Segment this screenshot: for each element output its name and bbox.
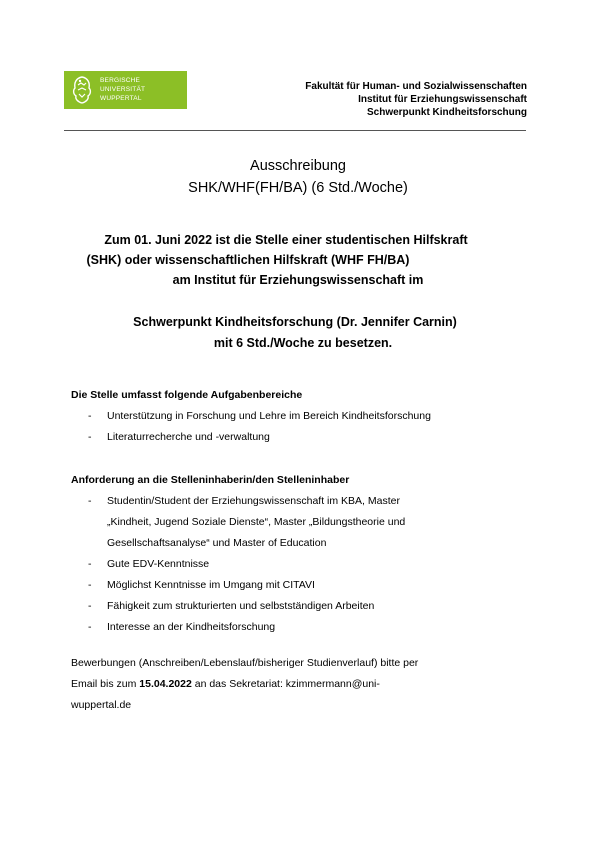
list-item-text: „Kindheit, Jugend Soziale Dienste“, Master „Bildungstheorie und [107,516,406,528]
lion-crest-icon [70,75,94,105]
header-divider [64,130,526,131]
list-item [88,617,405,638]
dash-bullet: - [88,558,92,570]
subtitle-line-2: mit 6 Std./Woche zu besetzen. [213,336,393,350]
list-item [88,575,405,596]
list-item-text: Literaturrecherche und -verwaltung [107,431,270,443]
institute-name: Institut für Erziehungswissenschaft [358,94,527,105]
list-item-text: Gute EDV-Kenntnisse [107,558,210,570]
logo-line-2: UNIVERSITÄT [100,86,146,93]
tasks-heading: Die Stelle umfasst folgende Aufgabenbereiche [71,389,303,401]
subtitle-line-1: Schwerpunkt Kindheitsforschung (Dr. Jennifer Carnin) [133,315,457,329]
dash-bullet: - [88,600,92,612]
deadline-date: 15.04.2022 [139,678,192,690]
dash-bullet: - [88,579,92,591]
intro-line-2: (SHK) oder wissenschaftlichen Hilfskraft (WHF FH/BA) [86,253,410,267]
list-item-text: Unterstützung in Forschung und Lehre im Bereich Kindheitsforschung [107,410,431,422]
dash-bullet: - [88,495,92,507]
focus-area-name: Schwerpunkt Kindheitsforschung [366,107,527,118]
application-instructions [71,653,481,716]
document-title [0,155,596,199]
tasks-list [88,406,431,448]
intro-paragraph [0,230,596,290]
dash-bullet: - [88,431,92,443]
dash-bullet: - [88,410,92,422]
title-line-2: SHK/WHF(FH/BA) (6 Std./Woche) [188,180,408,196]
intro-line-3: am Institut für Erziehungswissenschaft im [172,273,424,287]
title-line-1: Ausschreibung [250,158,346,174]
list-item-text: Gesellschaftsanalyse“ und Master of Education [107,537,327,549]
dash-bullet: - [88,621,92,633]
footer-text: Email bis zum [71,678,140,690]
list-item-text: Fähigkeit zum strukturierten und selbstständigen Arbeiten [107,600,375,612]
intro-line-1: Zum 01. Juni 2022 ist die Stelle einer studentischen Hilfskraft [104,233,468,247]
list-item-text: Studentin/Student der Erziehungswissenschaft im KBA, Master [107,495,400,507]
list-item [88,554,405,575]
list-item-text: Interesse an der Kindheitsforschung [107,621,276,633]
footer-line-1: Bewerbungen (Anschreiben/Lebenslauf/bisheriger Studienverlauf) bitte per [71,657,419,669]
logo-wordmark [100,76,145,103]
list-item [88,596,405,617]
list-item [88,491,405,554]
faculty-name: Fakultät für Human- und Sozialwissenschaften [305,81,527,92]
university-logo [64,71,187,109]
list-item [88,406,431,427]
faculty-header [305,80,527,119]
logo-line-3: WUPPERTAL [100,95,142,102]
footer-line-3: wuppertal.de [71,699,132,711]
position-subtitle [0,312,596,354]
footer-email-text: an das Sekretariat: kzimmermann@uni- [191,678,380,690]
list-item-text: Möglichst Kenntnisse im Umgang mit CITAVI [107,579,315,591]
footer-line-2 [71,674,481,695]
list-item [88,427,431,448]
requirements-list [88,491,405,638]
logo-line-1: BERGISCHE [100,77,141,84]
requirements-heading: Anforderung an die Stelleninhaberin/den Stelleninhaber [71,474,350,486]
